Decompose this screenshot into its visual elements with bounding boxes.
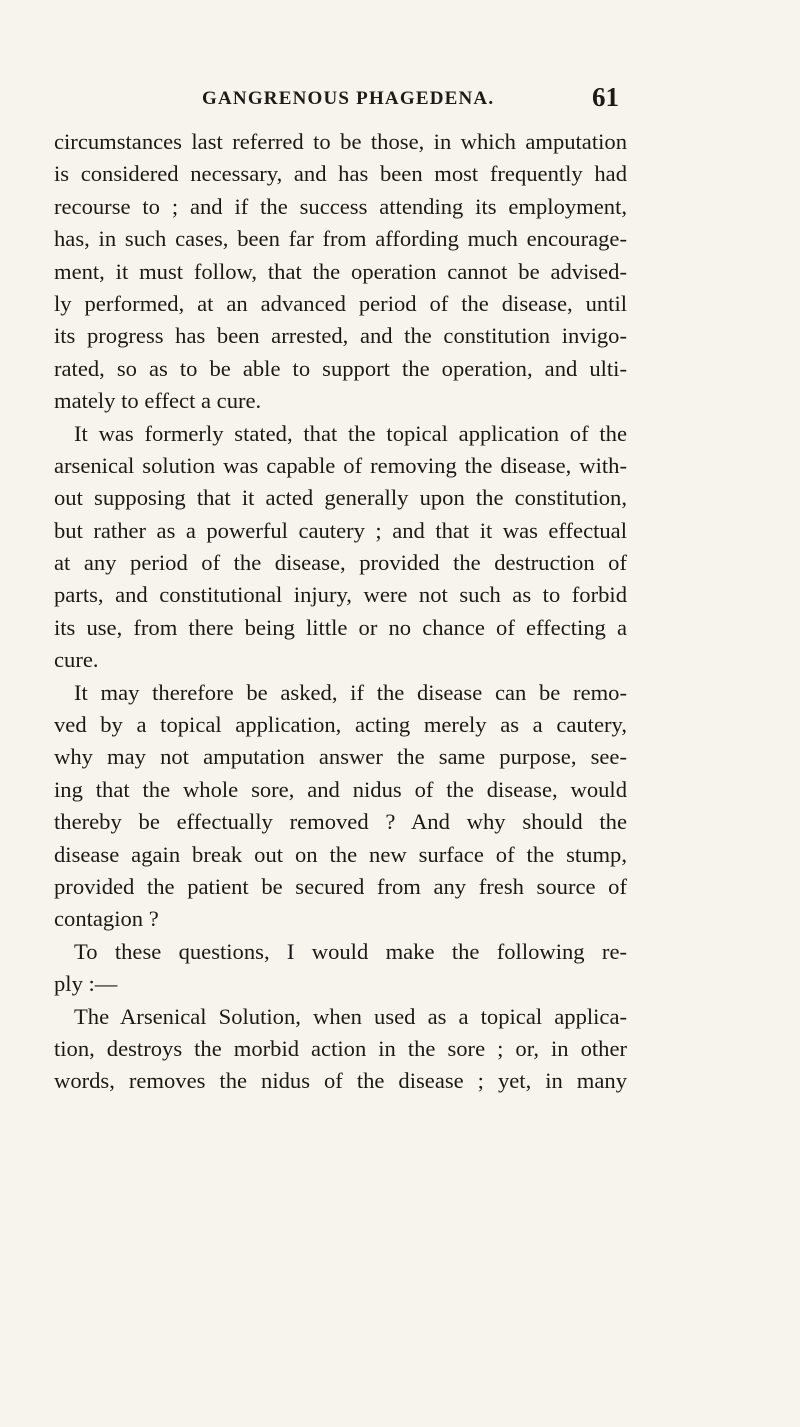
text-line: cure.: [54, 647, 99, 673]
text-line: ved by a topical application, acting merely as a cautery,: [54, 712, 627, 738]
text-line: thereby be effectually removed ? And why should the: [54, 809, 627, 835]
text-line: but rather as a powerful cautery ; and that it was effectual: [54, 517, 627, 543]
text-line: mately to effect a cure.: [54, 388, 262, 414]
text-line: why may not amputation answer the same purpose, see-: [54, 744, 627, 770]
text-line: It may therefore be asked, if the disease can be remo-: [74, 679, 627, 705]
text-line: To these questions, I would make the following re-: [74, 938, 627, 964]
text-line: out supposing that it acted generally upon the constitution,: [54, 485, 627, 511]
text-line: It was formerly stated, that the topical application of the: [74, 420, 627, 446]
text-line: tion, destroys the morbid action in the sore ; or, in other: [54, 1035, 627, 1061]
running-title: GANGRENOUS PHAGEDENA.: [202, 88, 495, 109]
text-line: provided the patient be secured from any fresh source of: [54, 873, 627, 899]
text-line: at any period of the disease, provided the destruction of: [54, 550, 627, 576]
text-line: is considered necessary, and has been most frequently had: [54, 161, 627, 187]
text-line: circumstances last referred to be those, in which amputation: [54, 129, 627, 154]
text-line: The Arsenical Solution, when used as a topical applica-: [74, 1003, 627, 1029]
body-text: [54, 126, 627, 1098]
running-head: [0, 82, 800, 118]
text-line: rated, so as to be able to support the operation, and ulti-: [54, 355, 627, 381]
text-line: arsenical solution was capable of removing the disease, with-: [54, 452, 627, 478]
text-line: disease again break out on the new surface of the stump,: [54, 841, 627, 867]
text-line: recourse to ; and if the success attending its employment,: [54, 193, 627, 219]
text-line: ly performed, at an advanced period of the disease, until: [54, 290, 627, 316]
text-line: ply :—: [54, 971, 118, 997]
page-number: 61: [592, 82, 619, 112]
text-line: parts, and constitutional injury, were not such as to forbid: [54, 582, 627, 608]
text-line: words, removes the nidus of the disease ; yet, in many: [54, 1068, 627, 1094]
text-line: its use, from there being little or no chance of effecting a: [54, 614, 627, 640]
text-line: contagion ?: [54, 906, 159, 932]
text-line: ment, it must follow, that the operation cannot be advised-: [54, 258, 627, 284]
text-line: ing that the whole sore, and nidus of the disease, would: [54, 776, 627, 802]
text-line: its progress has been arrested, and the constitution invigo-: [54, 323, 627, 349]
text-line: has, in such cases, been far from affording much encourage-: [54, 226, 627, 252]
